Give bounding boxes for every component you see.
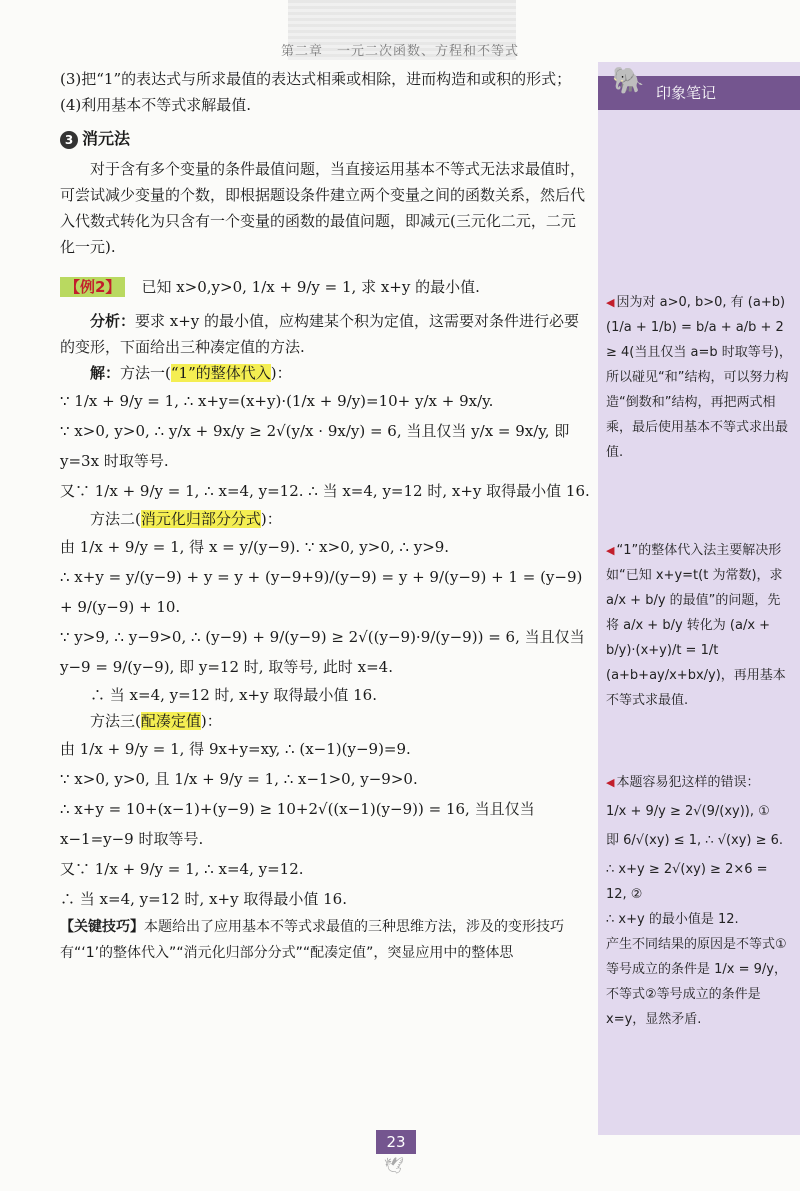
- elephant-icon: 🐘: [612, 66, 645, 96]
- side-note-3-intro: [606, 770, 792, 795]
- method3-line3: ∴ x+y = 10+(x−1)+(y−9) ≥ 10+2√((x−1)(y−9)) = 16, 当且仅当 x−1=y−9 时取等号.: [60, 800, 535, 848]
- triangle-icon: ◀: [606, 776, 615, 789]
- section-title: 消元法: [82, 129, 131, 148]
- method3-line4: 又∵ 1/x + 9/y = 1, ∴ x=4, y=12.: [60, 860, 304, 878]
- side-note-3-line5: 产生不同结果的原因是不等式①等号成立的条件是 1/x = 9/y，不等式②等号成立的条件是 x=y，显然矛盾.: [606, 937, 787, 1027]
- method2-line2: ∴ x+y = y/(y−9) + y = y + (y−9+9)/(y−9) = y + 9/(y−9) + 1 = (y−9) + 9/(y−9) + 10.: [60, 568, 583, 616]
- example-text: 已知 x>0,y>0, 1/x + 9/y = 1, 求 x+y 的最小值.: [141, 278, 480, 296]
- method1-heading: [60, 360, 590, 386]
- side-note-1: [606, 290, 792, 465]
- analysis-paragraph: [60, 308, 590, 360]
- method2-prefix: 方法二(: [90, 510, 141, 528]
- side-note-1-text: 因为对 a>0, b>0, 有 (a+b)(1/a + 1/b) = b/a + a/b + 2 ≥ 4(当且仅当 a=b 时取等号)，所以碰见“和”结构，可以努力构造“倒数和”结构，再把两式相乘，最后使用基本不等式求出最值.: [606, 295, 792, 460]
- key-technique-text: 本题给出了应用基本不等式求最值的三种思维方法，涉及的变形技巧有“‘1’的整体代入”“消元化归部分分式”“配凑定值”，突显应用中的整体思: [60, 919, 564, 961]
- method2-suffix: )：: [260, 510, 282, 528]
- side-note-3-line4: ∴ x+y 的最小值是 12.: [606, 912, 739, 927]
- side-note-3-line3: ∴ x+y ≥ 2√(xy) ≥ 2×6 = 12, ②: [606, 862, 768, 902]
- page-number: 23: [376, 1130, 416, 1154]
- solve-label: 解：: [90, 364, 121, 382]
- intro-paragraph: 对于含有多个变量的条件最值问题，当直接运用基本不等式无法求最值时，可尝试减少变量的个数，即根据题设条件建立两个变量之间的函数关系，然后代入代数式转化为只含有一个变量的函数的最值问题，即减元(三元化二元，二元化一元).: [60, 160, 586, 256]
- sidebar-title: 印象笔记: [656, 84, 717, 102]
- triangle-icon: ◀: [606, 544, 615, 557]
- method2-line1: 由 1/x + 9/y = 1, 得 x = y/(y−9). ∵ x>0, y>0, ∴ y>9.: [60, 538, 450, 556]
- method3-heading: [60, 708, 590, 734]
- method3-prefix: 方法三(: [90, 712, 141, 730]
- method1-name: “1”的整体代入: [170, 364, 271, 382]
- method3-line2: ∵ x>0, y>0, 且 1/x + 9/y = 1, ∴ x−1>0, y−9>0.: [60, 770, 418, 788]
- main-content: [60, 66, 590, 966]
- example-question: [60, 274, 590, 300]
- section-number: 3: [60, 131, 78, 149]
- bird-icon: 🕊: [384, 1156, 405, 1175]
- triangle-icon: ◀: [606, 296, 615, 309]
- side-note-3-line1: 1/x + 9/y ≥ 2√(9/(xy)), ①: [606, 804, 770, 819]
- analysis-label: 分析：: [90, 312, 136, 330]
- analysis-text: 要求 x+y 的最小值，应构建某个积为定值，这需要对条件进行必要的变形，下面给出三种凑定值的方法.: [60, 312, 580, 356]
- section-heading: [60, 126, 590, 152]
- list-item-3: (3)把“1”的表达式与所求最值的表达式相乘或相除，进而构造和或积的形式；: [60, 70, 572, 88]
- example-tag: 【例2】: [60, 277, 125, 297]
- method3-line1: 由 1/x + 9/y = 1, 得 9x+y=xy, ∴ (x−1)(y−9)=9.: [60, 740, 411, 758]
- sidebar-header: [598, 66, 800, 110]
- method3-name: 配凑定值: [140, 712, 201, 730]
- method2-line4: ∴ 当 x=4, y=12 时, x+y 取得最小值 16.: [90, 686, 377, 704]
- method2-name: 消元化归部分分式: [140, 510, 261, 528]
- method3-line5: ∴ 当 x=4, y=12 时, x+y 取得最小值 16.: [60, 890, 347, 908]
- key-technique-label: 【关键技巧】: [60, 919, 144, 935]
- method2-line3: ∵ y>9, ∴ y−9>0, ∴ (y−9) + 9/(y−9) ≥ 2√((y−9)·9/(y−9)) = 6, 当且仅当 y−9 = 9/(y−9), 即 y=12 时, 取等号, 此时 x=4.: [60, 628, 585, 676]
- method1-line3: 又∵ 1/x + 9/y = 1, ∴ x=4, y=12. ∴ 当 x=4, y=12 时, x+y 取得最小值 16.: [60, 482, 590, 500]
- method2-heading: [60, 506, 590, 532]
- method1-suffix: )：: [270, 364, 292, 382]
- side-note-3-intro-text: 本题容易犯这样的错误：: [616, 775, 760, 790]
- key-technique: [60, 914, 590, 966]
- method1-line1: ∵ 1/x + 9/y = 1, ∴ x+y=(x+y)·(1/x + 9/y)=10+ y/x + 9x/y.: [60, 392, 494, 410]
- list-item-4: (4)利用基本不等式求解最值.: [60, 96, 252, 114]
- side-note-3: [606, 770, 792, 1032]
- method1-line2: ∵ x>0, y>0, ∴ y/x + 9x/y ≥ 2√(y/x · 9x/y) = 6, 当且仅当 y/x = 9x/y, 即 y=3x 时取等号.: [60, 422, 570, 470]
- side-note-2: [606, 538, 792, 713]
- side-note-2-text: “1”的整体代入法主要解决形如“已知 x+y=t(t 为常数)，求 a/x + b/y 的最值”的问题，先将 a/x + b/y 转化为 (a/x + b/y)·(x+y)/t = 1/t (a+b+ay/x+bx/y)，再用基本不等式求最值.: [606, 543, 786, 708]
- method1-prefix: 方法一(: [120, 364, 171, 382]
- side-note-3-line2: 即 6/√(xy) ≤ 1, ∴ √(xy) ≥ 6.: [606, 833, 784, 848]
- method3-suffix: )：: [200, 712, 222, 730]
- chapter-title: 第二章 一元二次函数、方程和不等式: [280, 44, 519, 59]
